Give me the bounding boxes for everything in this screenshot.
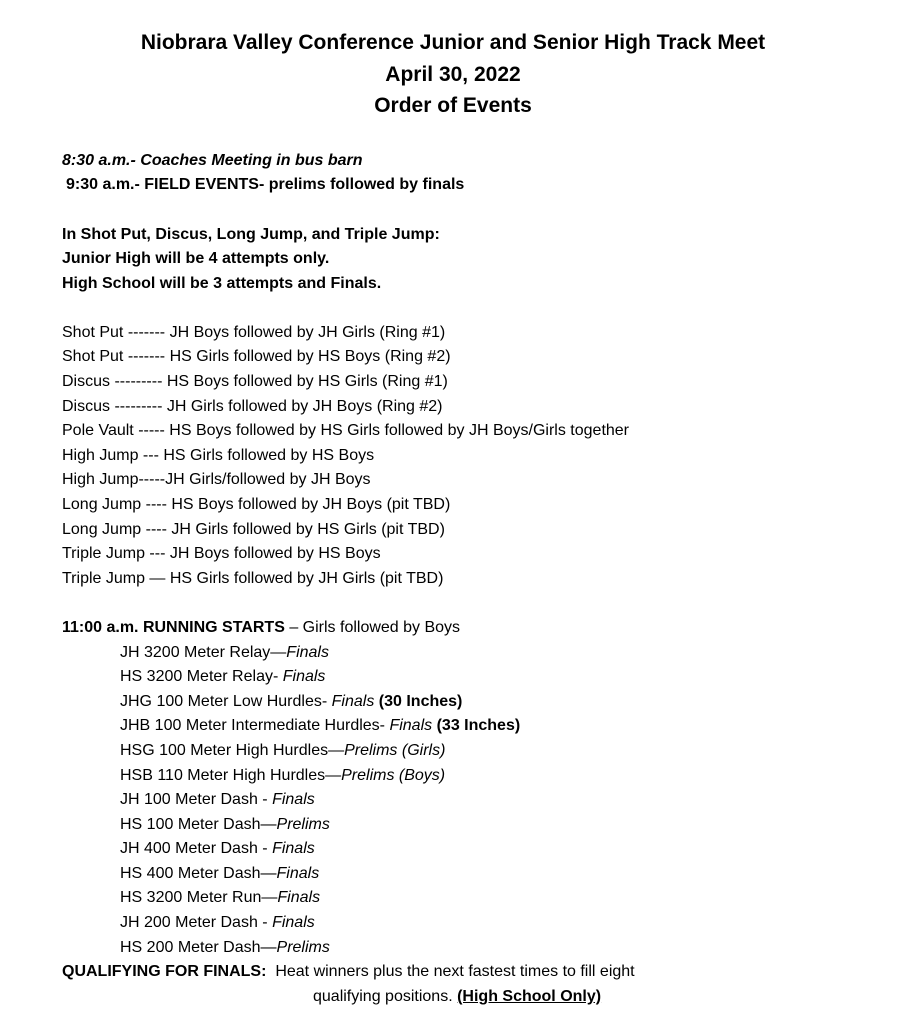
field-event-line: High Jump-----JH Girls/followed by JH Boys xyxy=(62,471,371,488)
event-name: HS 400 Meter Dash— xyxy=(120,865,277,882)
qualifying-text-2: qualifying positions. xyxy=(313,988,458,1005)
event-round: Prelims xyxy=(276,939,330,956)
running-event xyxy=(120,667,325,687)
field-event-line: Long Jump ---- JH Girls followed by HS Girls (pit TBD) xyxy=(62,521,445,538)
event-name: JHB 100 Meter Intermediate Hurdles- xyxy=(120,717,390,734)
event-name: HS 100 Meter Dash— xyxy=(120,816,277,833)
running-event xyxy=(120,766,445,786)
event-name: HS 3200 Meter Run— xyxy=(120,889,278,906)
running-start-line xyxy=(62,618,460,638)
rules-line-2: Junior High will be 4 attempts only. xyxy=(62,250,330,267)
qualifying-emphasis: (High School Only) xyxy=(457,988,602,1005)
event-name: HSG 100 Meter High Hurdles— xyxy=(120,742,345,759)
running-event xyxy=(120,716,520,736)
field-events-line: 9:30 a.m.- FIELD EVENTS- prelims followed by finals xyxy=(66,176,465,193)
running-event xyxy=(120,839,315,859)
running-start-order: – Girls followed by Boys xyxy=(284,619,461,636)
field-event-line: Discus --------- JH Girls followed by JH Boys (Ring #2) xyxy=(62,398,443,415)
event-name: JH 100 Meter Dash - xyxy=(120,791,273,808)
rules-line-1: In Shot Put, Discus, Long Jump, and Triple Jump: xyxy=(62,226,440,243)
document-title: Niobrara Valley Conference Junior and Senior High Track Meet xyxy=(140,31,766,54)
event-name: JHG 100 Meter Low Hurdles- xyxy=(120,693,332,710)
event-round: Finals xyxy=(286,644,329,661)
event-round: Finals xyxy=(389,717,433,734)
field-event-line: Long Jump ---- HS Boys followed by JH Boys (pit TBD) xyxy=(62,496,451,513)
event-round: Finals xyxy=(277,889,321,906)
event-round: Prelims (Girls) xyxy=(344,742,446,759)
running-event xyxy=(120,888,320,908)
event-name: HS 200 Meter Dash— xyxy=(120,939,277,956)
event-round: Finals xyxy=(282,668,326,685)
field-event-line: Discus --------- HS Boys followed by HS Girls (Ring #1) xyxy=(62,373,448,390)
field-event-line: High Jump --- HS Girls followed by HS Boys xyxy=(62,447,375,464)
event-round: Finals xyxy=(272,914,315,931)
running-event xyxy=(120,643,329,663)
running-event xyxy=(120,692,462,712)
event-round: Finals xyxy=(272,791,315,808)
qualifying-label: QUALIFYING FOR FINALS: xyxy=(62,963,267,980)
rules-line-3: High School will be 3 attempts and Finals. xyxy=(62,275,382,292)
running-event xyxy=(120,938,330,958)
field-event-line: Triple Jump --- JH Boys followed by HS Boys xyxy=(62,545,381,562)
event-round: Prelims xyxy=(276,816,330,833)
running-event xyxy=(120,913,315,933)
event-round: Finals xyxy=(331,693,375,710)
coaches-meeting-line: 8:30 a.m.- Coaches Meeting in bus barn xyxy=(62,152,363,169)
hurdle-height: (30 Inches) xyxy=(374,693,463,710)
event-name: HS 3200 Meter Relay- xyxy=(120,668,283,685)
field-event-line: Shot Put ------- HS Girls followed by HS Boys (Ring #2) xyxy=(62,348,451,365)
running-event xyxy=(120,790,315,810)
qualifying-line-2 xyxy=(313,987,601,1007)
event-round: Finals xyxy=(272,840,315,857)
event-name: JH 3200 Meter Relay— xyxy=(120,644,287,661)
event-name: JH 200 Meter Dash - xyxy=(120,914,273,931)
running-start-time: 11:00 a.m. RUNNING STARTS xyxy=(62,619,285,636)
section-heading: Order of Events xyxy=(374,94,532,117)
event-round: Finals xyxy=(276,865,320,882)
hurdle-height: (33 Inches) xyxy=(432,717,521,734)
meet-date: April 30, 2022 xyxy=(385,63,521,86)
field-event-line: Shot Put ------- JH Boys followed by JH Girls (Ring #1) xyxy=(62,324,446,341)
event-name: HSB 110 Meter High Hurdles— xyxy=(120,767,342,784)
qualifying-text: Heat winners plus the next fastest times to fill eight xyxy=(266,963,635,980)
qualifying-line xyxy=(62,962,635,982)
field-event-line: Pole Vault ----- HS Boys followed by HS Girls followed by JH Boys/Girls together xyxy=(62,422,630,439)
running-event xyxy=(120,741,445,761)
field-event-line: Triple Jump — HS Girls followed by JH Girls (pit TBD) xyxy=(62,570,444,587)
running-event xyxy=(120,864,319,884)
event-round: Prelims (Boys) xyxy=(341,767,446,784)
event-name: JH 400 Meter Dash - xyxy=(120,840,273,857)
running-event xyxy=(120,815,330,835)
